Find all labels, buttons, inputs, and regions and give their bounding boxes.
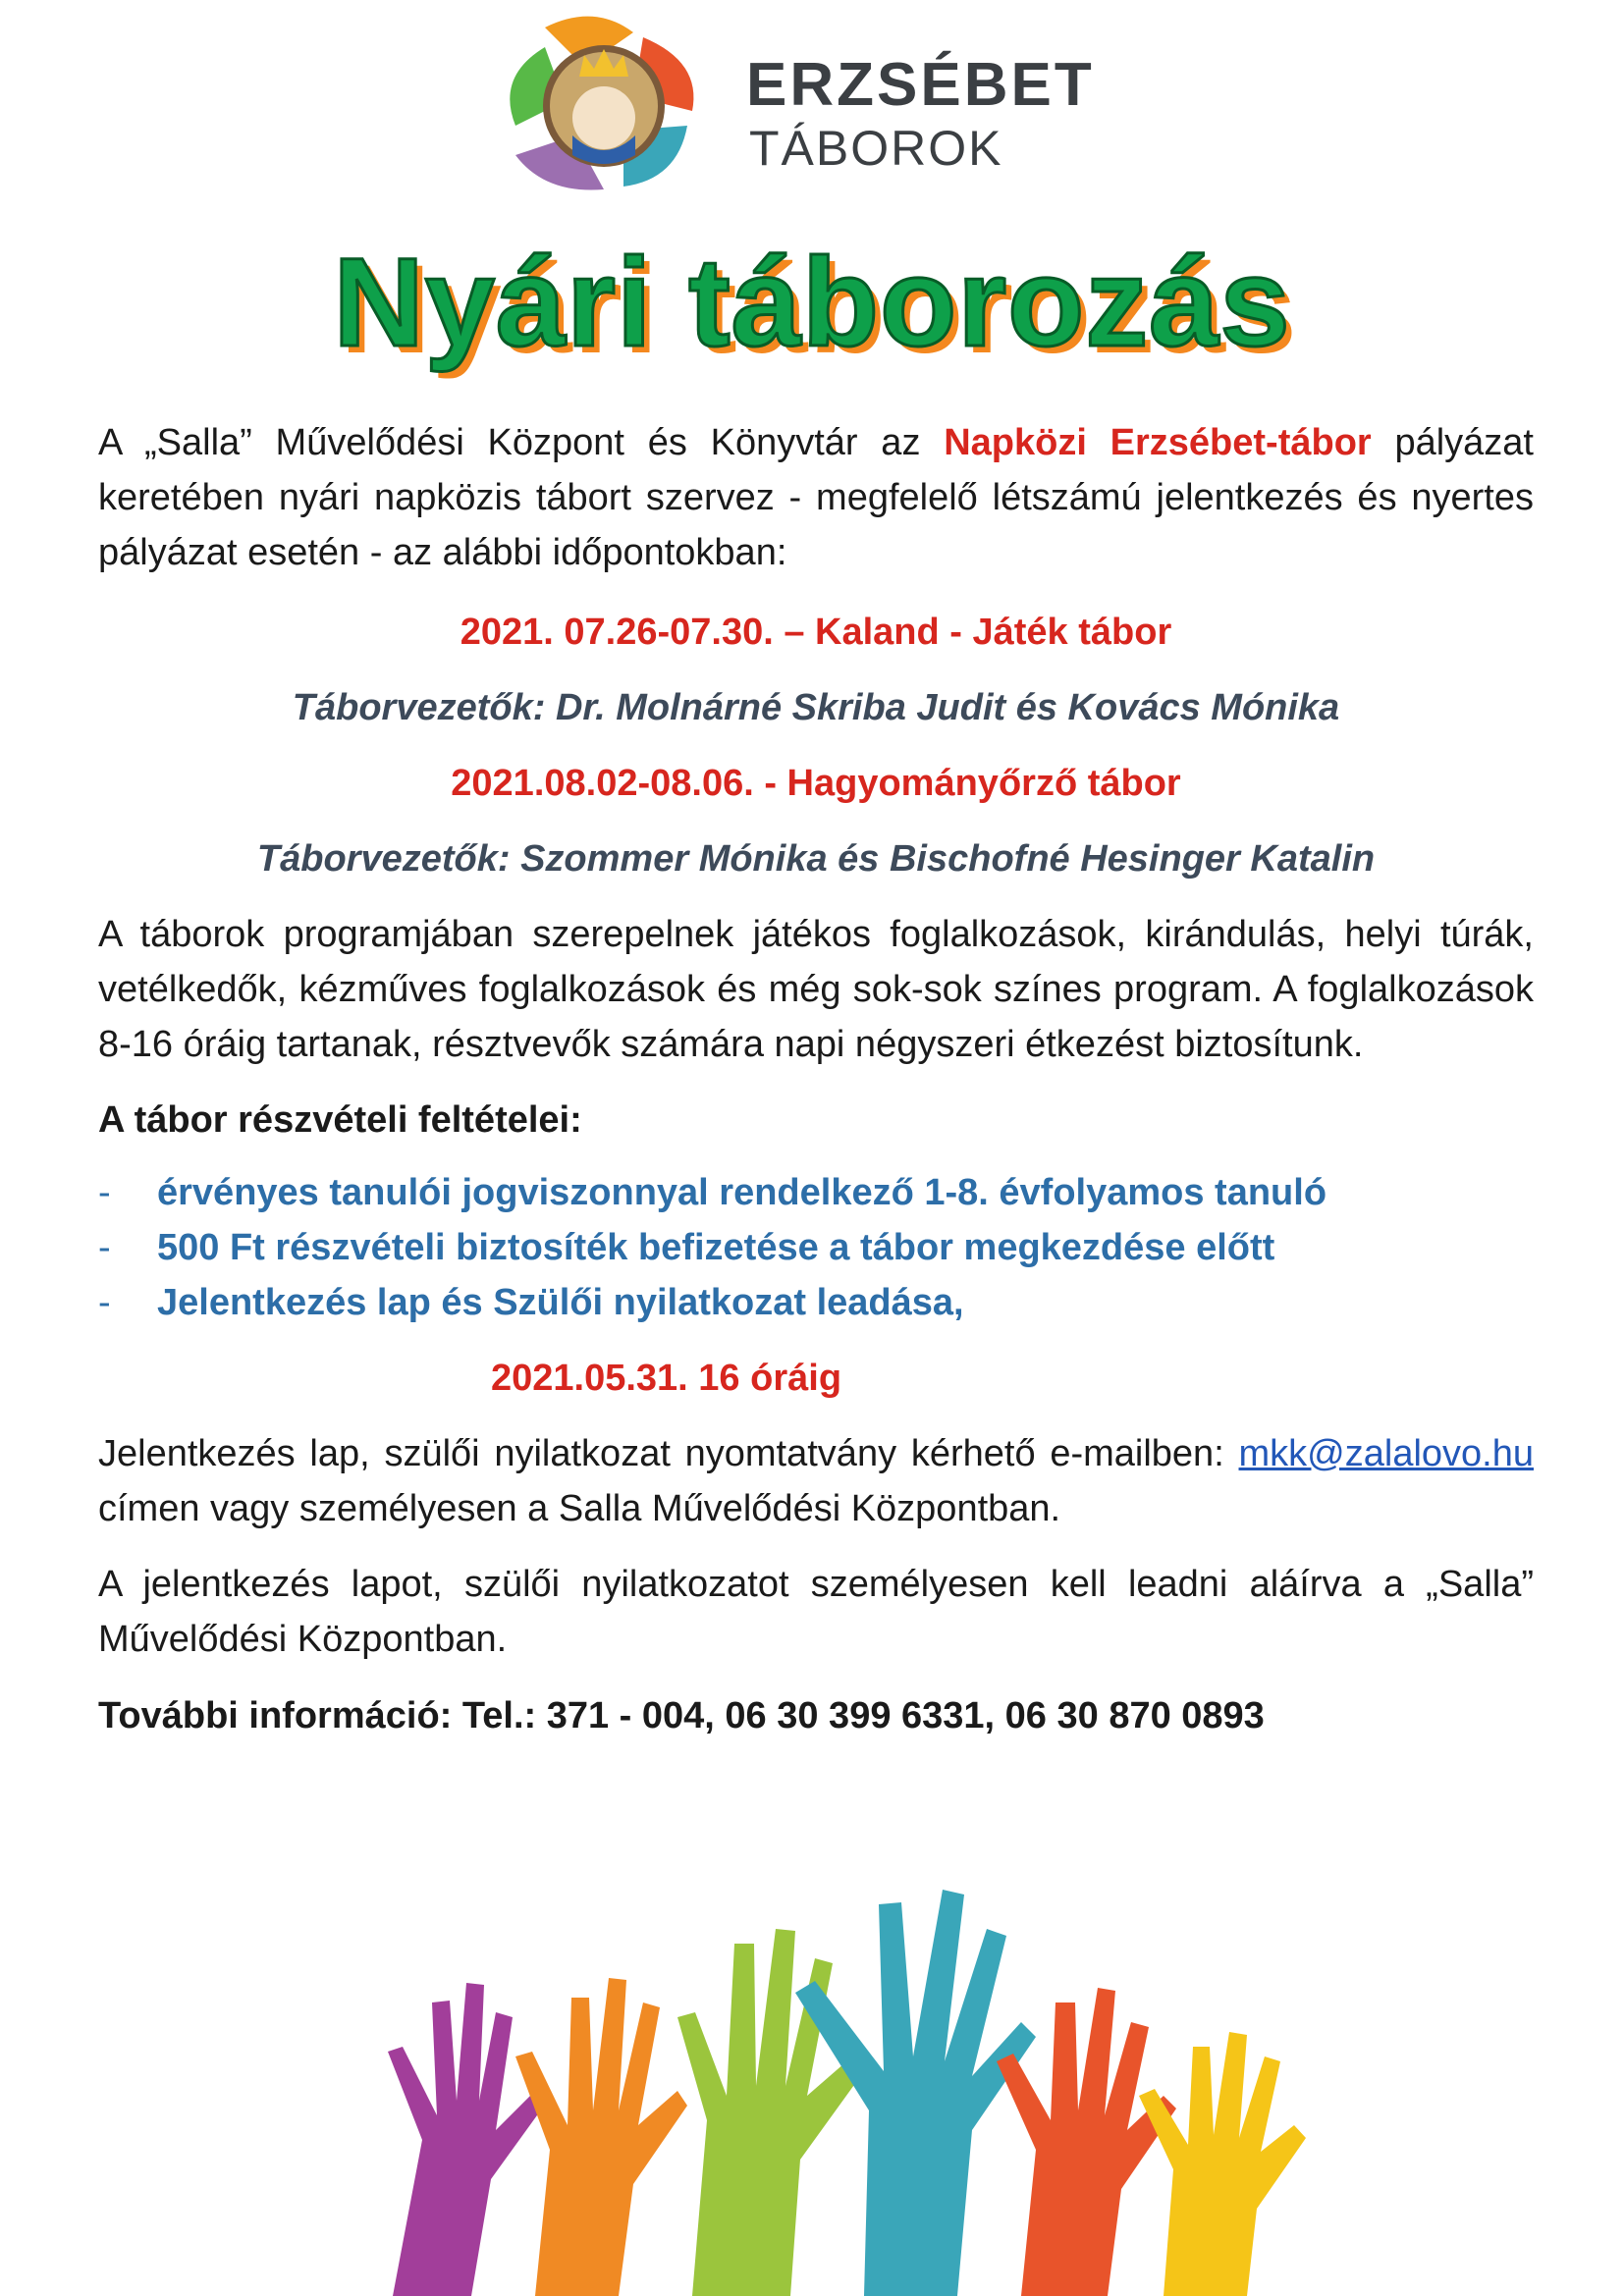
intro-after: pályázat keretében nyári napközis tábort szervez - megfelelő létszámú jelentkezés és nyertes pályázat esetén - az alábbi időpontokban:	[98, 422, 1534, 573]
list-item	[98, 1220, 1534, 1275]
green-hand-icon	[677, 1929, 864, 2296]
list-item	[98, 1275, 1534, 1330]
bullet-dash: -	[98, 1227, 111, 1268]
camp-1-leaders: Táborvezetők: Dr. Molnárné Skriba Judit és Kovács Mónika	[292, 687, 1340, 728]
page-title: Nyári táborozás	[333, 233, 1291, 373]
conditions-list	[98, 1165, 1534, 1330]
raised-hands-illustration	[0, 1885, 1624, 2296]
contact-paragraph	[98, 1426, 1534, 1536]
bullet-dash: -	[98, 1282, 111, 1323]
condition-text: Jelentkezés lap és Szülői nyilatkozat leadása,	[157, 1282, 964, 1323]
contact-before: Jelentkezés lap, szülői nyilatkozat nyomtatvány kérhető e-mailben:	[98, 1433, 1239, 1474]
yellow-hand-icon	[1139, 2032, 1306, 2296]
intro-highlight: Napközi Erzsébet-tábor	[944, 422, 1372, 463]
program-paragraph: A táborok programjában szerepelnek játékos foglalkozások, kirándulás, helyi túrák, vetélkedők, kézműves foglalkozások és még sok-sok színes program. A foglalkozások 8-16 óráig tartanak, résztvevők számára napi négyszeri étkezést biztosítunk.	[98, 914, 1534, 1065]
document-body	[98, 415, 1534, 1743]
condition-text: 500 Ft részvételi biztosíték befizetése a tábor megkezdése előtt	[157, 1227, 1275, 1268]
list-item	[98, 1165, 1534, 1220]
camp-1-dates: 2021. 07.26-07.30. – Kaland - Játék tábor	[460, 612, 1172, 653]
camp-2-leaders: Táborvezetők: Szommer Mónika és Bischofné Hesinger Katalin	[256, 838, 1376, 880]
intro-paragraph	[98, 415, 1534, 580]
email-link[interactable]: mkk@zalalovo.hu	[1238, 1433, 1534, 1474]
intro-before: A „Salla” Művelődési Központ és Könyvtár az	[98, 422, 945, 463]
contact-info: További információ: Tel.: 371 - 004, 06 30 399 6331, 06 30 870 0893	[98, 1695, 1265, 1736]
logo-emblem-icon	[486, 8, 731, 194]
purple-hand-icon	[388, 1983, 542, 2296]
bullet-dash: -	[98, 1172, 111, 1213]
camp-2-dates: 2021.08.02-08.06. - Hagyományőrző tábor	[451, 763, 1181, 804]
contact-after: címen vagy személyesen a Salla Művelődési Központban.	[98, 1488, 1061, 1529]
orange-hand-icon	[515, 1978, 687, 2296]
erzsebet-taborok-logo	[486, 8, 1124, 194]
submit-paragraph: A jelentkezés lapot, szülői nyilatkozatot személyesen kell leadni aláírva a „Salla” Művelődési Központban.	[98, 1564, 1534, 1660]
deadline: 2021.05.31. 16 óráig	[491, 1358, 842, 1399]
condition-text: érvényes tanulói jogviszonnyal rendelkező 1-8. évfolyamos tanuló	[157, 1172, 1327, 1213]
logo-brand-text: ERZSÉBET	[746, 51, 1095, 119]
logo-sub-text: TÁBOROK	[749, 121, 1003, 176]
conditions-title: A tábor részvételi feltételei:	[98, 1099, 582, 1141]
